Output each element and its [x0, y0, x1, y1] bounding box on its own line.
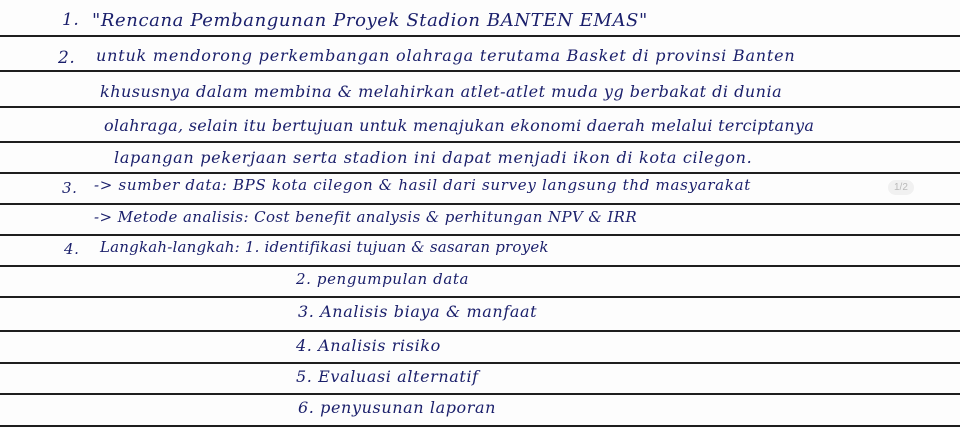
goal-line: lapangan pekerjaan serta stadion ini dapat menjadi ikon di kota cilegon. — [114, 148, 753, 167]
ruled-line — [0, 234, 960, 236]
step-item: 4. Analisis risiko — [296, 336, 441, 355]
ruled-line — [0, 425, 960, 427]
ruled-line — [0, 35, 960, 37]
steps-line: Langkah-langkah: 1. identifikasi tujuan & sasaran proyek — [100, 238, 549, 256]
data-source-line: -> sumber data: BPS kota cilegon & hasil dari survey langsung thd masyarakat — [94, 176, 751, 194]
goal-line: khususnya dalam membina & melahirkan atlet-atlet muda yg berbakat di dunia — [100, 82, 783, 101]
item-number: 4. — [64, 240, 80, 258]
step-item: 3. Analisis biaya & manfaat — [298, 302, 538, 321]
method-line: -> Metode analisis: Cost benefit analysis & perhitungan NPV & IRR — [94, 208, 638, 226]
page-indicator: 1/2 — [888, 180, 914, 195]
ruled-line — [0, 141, 960, 143]
item-number: 1. — [62, 10, 80, 30]
item-number: 3. — [62, 179, 78, 197]
ruled-line — [0, 172, 960, 174]
step-item: 6. penyusunan laporan — [298, 398, 497, 417]
ruled-line — [0, 330, 960, 332]
goal-line: untuk mendorong perkembangan olahraga terutama Basket di provinsi Banten — [96, 46, 796, 65]
goal-line: olahraga, selain itu bertujuan untuk menajukan ekonomi daerah melalui terciptanya — [104, 116, 815, 135]
ruled-line — [0, 296, 960, 298]
project-title: "Rencana Pembangunan Proyek Stadion BANTEN EMAS" — [92, 10, 648, 31]
step-item: 5. Evaluasi alternatif — [296, 367, 479, 386]
ruled-line — [0, 203, 960, 205]
step-item: 2. pengumpulan data — [296, 270, 470, 288]
ruled-line — [0, 362, 960, 364]
ruled-line — [0, 106, 960, 108]
ruled-line — [0, 393, 960, 395]
ruled-line — [0, 70, 960, 72]
item-number: 2. — [58, 48, 76, 68]
ruled-line — [0, 265, 960, 267]
